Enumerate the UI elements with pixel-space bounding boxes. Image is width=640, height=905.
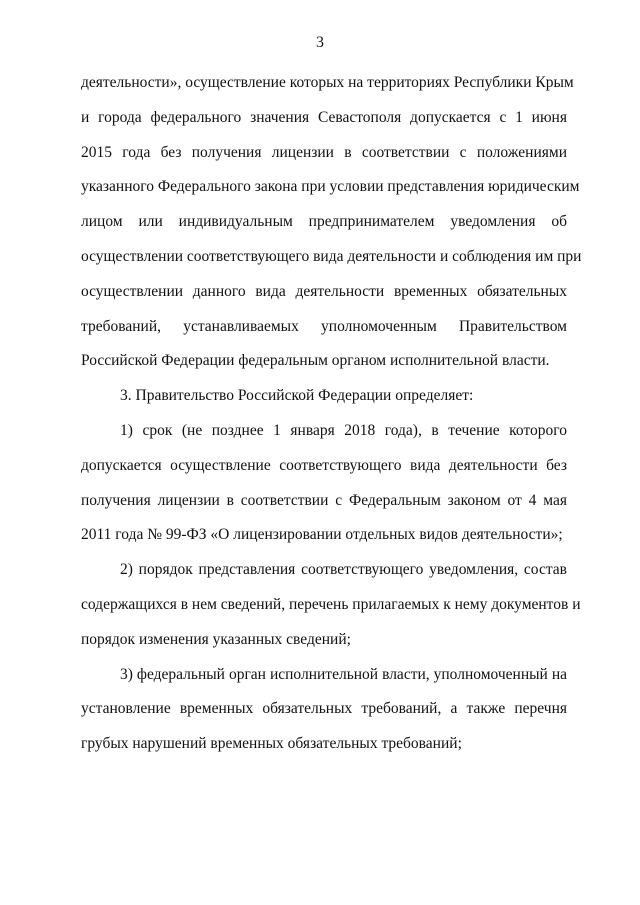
text-line: указанного Федерального закона при условии представления юридическим [81, 178, 580, 196]
text-line: содержащихся в нем сведений, перечень прилагаемых к нему документов и [81, 595, 581, 613]
text-line: 3. Правительство Российской Федерации определяет: [120, 387, 474, 405]
text-line: осуществлении соответствующего вида деятельности и соблюдения им при [81, 247, 582, 265]
text-line: Российской Федерации федеральным органом исполнительной власти. [81, 352, 550, 370]
paragraph-item-2 [81, 553, 581, 657]
text-line: требований, устанавливаемых уполномоченным Правительством [81, 317, 567, 335]
text-line: 2011 года № 99-ФЗ «О лицензировании отдельных видов деятельности»; [81, 526, 563, 544]
text-line: осуществлении данного вида деятельности временных обязательных [81, 282, 567, 300]
text-line: деятельности», осуществление которых на территориях Республики Крым [81, 74, 574, 91]
text-line: грубых нарушений временных обязательных требований; [81, 735, 462, 753]
text-line: установление временных обязательных требований, а также перечня [81, 700, 567, 718]
text-line: лицом или индивидуальным предпринимателем уведомления об [81, 213, 567, 231]
text-line: 2015 года без получения лицензии в соответствии с положениями [81, 143, 567, 161]
text-line: 2) порядок представления соответствующего уведомления, состав [120, 561, 567, 579]
text-line: допускается осуществление соответствующего вида деятельности без [81, 456, 567, 474]
page-number: 3 [316, 34, 324, 51]
paragraph-section-3-heading [81, 379, 567, 414]
paragraph-item-1 [81, 414, 567, 553]
text-line: 3) федеральный орган исполнительной власти, уполномоченный на [120, 665, 567, 683]
paragraph-item-3 [81, 658, 567, 762]
paragraph-licensing-continuation [81, 66, 582, 379]
text-line: порядок изменения указанных сведений; [81, 630, 351, 648]
text-line: и города федерального значения Севастополя допускается с 1 июня [81, 108, 567, 126]
text-line: получения лицензии в соответствии с Федеральным законом от 4 мая [81, 491, 567, 509]
document-body [81, 66, 582, 762]
text-line: 1) срок (не позднее 1 января 2018 года), в течение которого [120, 421, 567, 439]
